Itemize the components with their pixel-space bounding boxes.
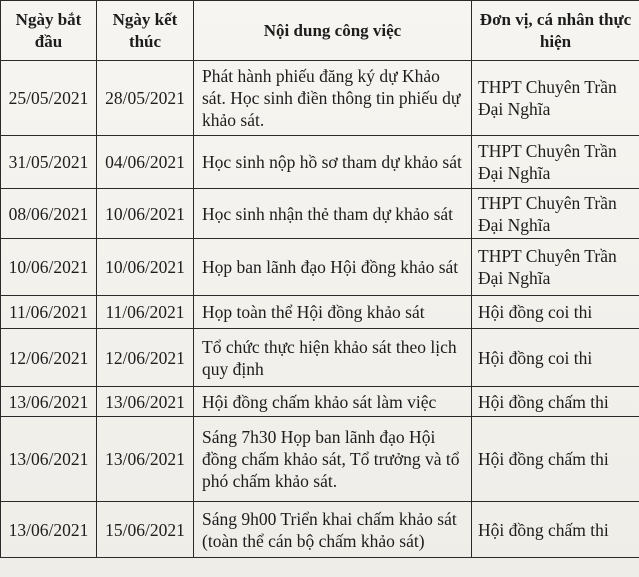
table-header-row: [1, 1, 639, 61]
table-row: [1, 502, 639, 558]
content-cell: Họp ban lãnh đạo Hội đồng khảo sát: [194, 239, 472, 296]
table-row: [1, 296, 639, 329]
header-unit: Đơn vị, cá nhân thực hiện: [472, 1, 639, 61]
start-date-cell: 13/06/2021: [1, 387, 97, 417]
unit-cell: THPT Chuyên Trần Đại Nghĩa: [472, 61, 639, 136]
content-cell: Học sinh nộp hồ sơ tham dự khảo sát: [194, 136, 472, 189]
header-end-date: Ngày kết thúc: [97, 1, 194, 61]
unit-cell: Hội đồng coi thi: [472, 296, 639, 329]
end-date-cell: 13/06/2021: [97, 417, 194, 502]
content-cell: Họp toàn thể Hội đồng khảo sát: [194, 296, 472, 329]
unit-cell: THPT Chuyên Trần Đại Nghĩa: [472, 189, 639, 239]
start-date-cell: 08/06/2021: [1, 189, 97, 239]
table-row: [1, 417, 639, 502]
table-row: [1, 61, 639, 136]
end-date-cell: 13/06/2021: [97, 387, 194, 417]
start-date-cell: 13/06/2021: [1, 417, 97, 502]
end-date-cell: 10/06/2021: [97, 189, 194, 239]
end-date-cell: 04/06/2021: [97, 136, 194, 189]
table-row: [1, 329, 639, 387]
end-date-cell: 28/05/2021: [97, 61, 194, 136]
content-cell: Tổ chức thực hiện khảo sát theo lịch quy định: [194, 329, 472, 387]
content-cell: Sáng 7h30 Họp ban lãnh đạo Hội đồng chấm khảo sát, Tổ trưởng và tổ phó chấm khảo sát.: [194, 417, 472, 502]
unit-cell: Hội đồng chấm thi: [472, 417, 639, 502]
table-row: [1, 136, 639, 189]
content-cell: Phát hành phiếu đăng ký dự Khảo sát. Học sinh điền thông tin phiếu dự khảo sát.: [194, 61, 472, 136]
start-date-cell: 11/06/2021: [1, 296, 97, 329]
end-date-cell: 10/06/2021: [97, 239, 194, 296]
header-start-date: Ngày bắt đầu: [1, 1, 97, 61]
unit-cell: Hội đồng chấm thi: [472, 502, 639, 558]
start-date-cell: 31/05/2021: [1, 136, 97, 189]
start-date-cell: 10/06/2021: [1, 239, 97, 296]
start-date-cell: 13/06/2021: [1, 502, 97, 558]
content-cell: Sáng 9h00 Triển khai chấm khảo sát (toàn thể cán bộ chấm khảo sát): [194, 502, 472, 558]
header-content: Nội dung công việc: [194, 1, 472, 61]
content-cell: Hội đồng chấm khảo sát làm việc: [194, 387, 472, 417]
unit-cell: THPT Chuyên Trần Đại Nghĩa: [472, 239, 639, 296]
end-date-cell: 15/06/2021: [97, 502, 194, 558]
table-row: [1, 387, 639, 417]
end-date-cell: 12/06/2021: [97, 329, 194, 387]
start-date-cell: 12/06/2021: [1, 329, 97, 387]
unit-cell: THPT Chuyên Trần Đại Nghĩa: [472, 136, 639, 189]
table-row: [1, 239, 639, 296]
table-row: [1, 189, 639, 239]
end-date-cell: 11/06/2021: [97, 296, 194, 329]
unit-cell: Hội đồng coi thi: [472, 329, 639, 387]
unit-cell: Hội đồng chấm thi: [472, 387, 639, 417]
content-cell: Học sinh nhận thẻ tham dự khảo sát: [194, 189, 472, 239]
start-date-cell: 25/05/2021: [1, 61, 97, 136]
